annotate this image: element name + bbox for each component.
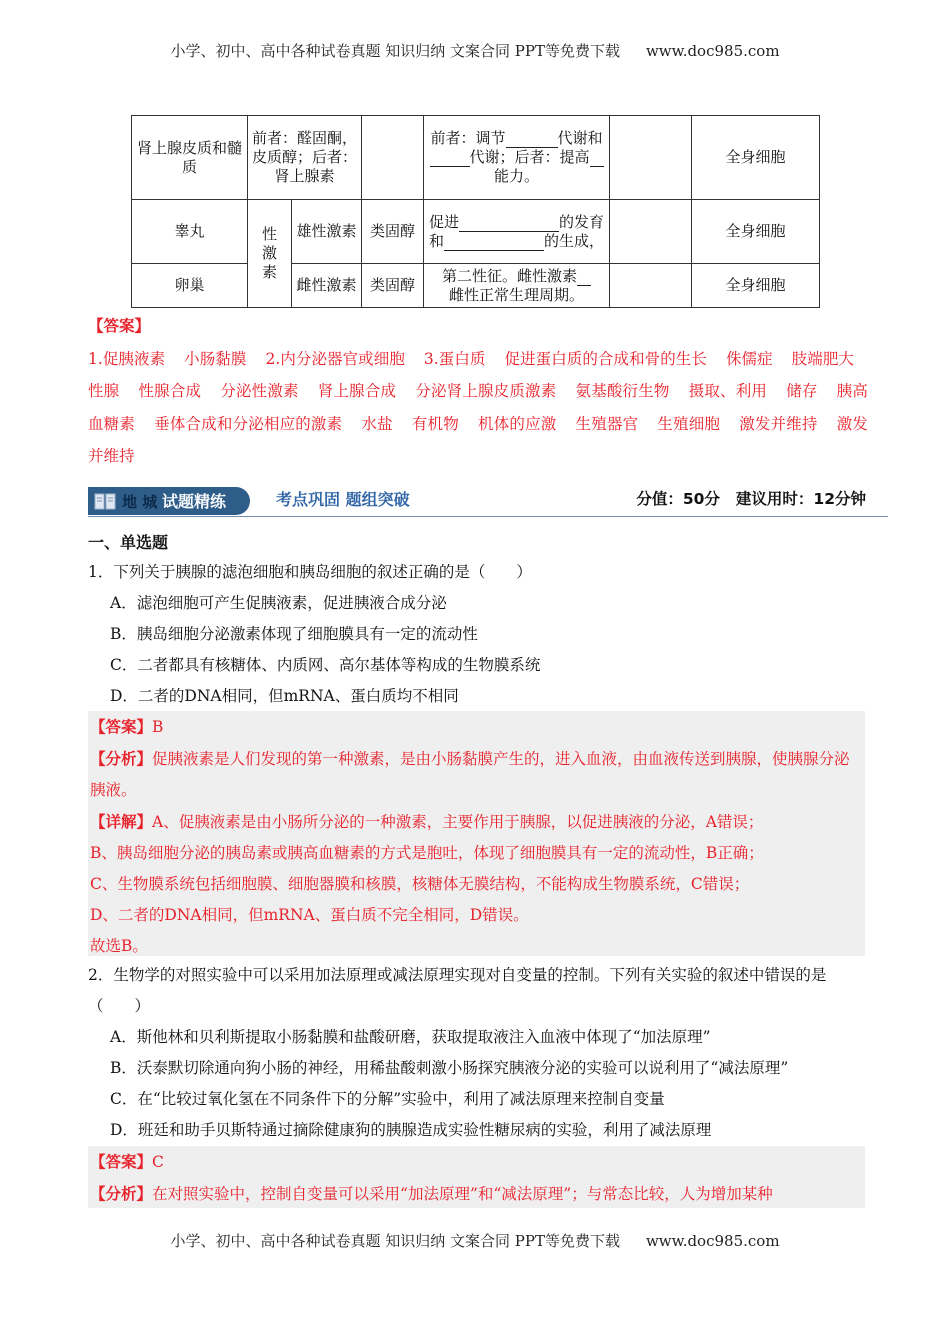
analysis-tag: 【分析】	[90, 1184, 153, 1203]
detail-line: C、生物膜系统包括细胞膜、细胞器膜和核膜，核糖体无膜结构，不能构成生物膜系统，C错误；	[90, 875, 750, 893]
question-stem: 1．下列关于胰腺的滤泡细胞和胰岛细胞的叙述正确的是（ ）	[88, 563, 532, 581]
question-2	[88, 960, 868, 1146]
option-b: B．沃泰默切除通向狗小肠的神经，用稀盐酸刺激小肠探究胰液分泌的实验可以说利用了“减法原理”	[110, 1059, 789, 1077]
fill-blank	[459, 216, 559, 232]
q1-solution	[88, 711, 865, 956]
analysis-tag: 【分析】	[90, 749, 153, 768]
table-cell-group: 性激素	[248, 200, 292, 308]
conclusion-line: 故选B。	[90, 937, 148, 955]
func-text: 能力。	[494, 167, 540, 185]
func-text: 代谢和	[557, 129, 603, 147]
option-c: C．二者都具有核糖体、内质网、高尔基体等构成的生物膜系统	[110, 656, 541, 674]
answer-term: 摄取、利用	[688, 382, 768, 400]
answer-term: 机体的应激	[478, 414, 557, 433]
table-cell-gland: 肾上腺皮质和髓质	[132, 116, 248, 200]
answer-term: 促进蛋白质的合成和骨的生长	[504, 349, 707, 368]
time-label: 建议用时：12分钟	[735, 490, 866, 508]
answer-term: 胰高血糖素	[88, 382, 868, 433]
answer-term: 生殖细胞	[657, 414, 721, 433]
answer-value: B	[152, 718, 164, 736]
detail-line	[90, 806, 865, 838]
answer-term: 垂体合成和分泌相应的激素	[154, 414, 343, 433]
option-c: C．在“比较过氧化氢在不同条件下的分解”实验中，利用了减法原理来控制自变量	[110, 1090, 665, 1108]
banner-meta	[636, 487, 866, 509]
header-text: 小学、初中、高中各种试卷真题 知识归纳 文案合同 PPT等免费下载	[170, 42, 620, 60]
table-cell-gland: 睾丸	[132, 200, 248, 264]
analysis-text: 促胰液素是人们发现的第一种激素，是由小肠黏膜产生的，进入血液，由血液传送到胰腺，使胰腺分泌胰液。	[90, 750, 850, 799]
analysis-line	[90, 1178, 865, 1210]
option-a: A．滤泡细胞可产生促胰液素，促进胰液合成分泌	[110, 594, 447, 612]
table-cell-function	[424, 200, 610, 264]
answer-term: 1.促胰液素	[88, 349, 166, 368]
fill-blank	[444, 235, 544, 251]
answer-term: 氨基酸衍生物	[575, 382, 670, 400]
banner-underline	[88, 516, 888, 517]
table-cell-empty	[610, 116, 692, 200]
func-text: 前者：调节	[430, 129, 506, 147]
table-cell-hormone: 雄性激素	[292, 200, 362, 264]
table-cell-nature: 类固醇	[362, 264, 424, 308]
answer-term: 水盐	[361, 414, 393, 433]
func-text: 的发育和	[429, 212, 605, 250]
answer-value: C	[152, 1153, 164, 1171]
answer-term: 3.蛋白质	[423, 349, 486, 368]
detail-text: A、促胰液素是由小肠所分泌的一种激素，主要作用于胰腺，以促进胰液的分泌，A错误；	[152, 813, 764, 831]
func-text: 代谢；后者：提高	[469, 148, 590, 166]
answer-term: 肢端肥大	[791, 349, 854, 368]
q2-solution	[88, 1146, 865, 1208]
answer-term: 侏儒症	[725, 349, 773, 368]
table-cell-hormone: 前者：醛固酮，皮质醇；后者：肾上腺素	[248, 116, 362, 200]
footer-text: 小学、初中、高中各种试卷真题 知识归纳 文案合同 PPT等免费下载	[170, 1232, 620, 1250]
table-row	[132, 200, 820, 264]
table-cell-gland: 卵巢	[132, 264, 248, 308]
score-label: 分值：50分	[636, 490, 720, 508]
hormone-table	[131, 115, 820, 308]
answer-tag: 【答案】	[90, 1152, 153, 1171]
answer-line	[90, 1146, 865, 1178]
analysis-text: 在对照实验中，控制自变量可以采用“加法原理”和“减法原理”；与常态比较，人为增加某种	[152, 1185, 773, 1203]
question-stem: 2．生物学的对照实验中可以采用加法原理或减法原理实现对自变量的控制。下列有关实验的叙述中错误的是（ ）	[88, 966, 827, 1015]
banner-title: 试题精练	[162, 492, 227, 511]
table-cell-hormone: 雌性激素	[292, 264, 362, 308]
analysis-line	[90, 743, 865, 806]
question-1	[88, 557, 868, 712]
table-cell-function	[424, 264, 610, 308]
book-icon	[94, 493, 116, 510]
header-site[interactable]: www.doc985.com	[645, 42, 780, 60]
table-cell-function	[424, 116, 610, 200]
func-text: 促进	[429, 212, 460, 231]
fill-blank	[577, 270, 591, 286]
func-text: 的生成，	[544, 231, 605, 250]
func-text: 雌性正常生理周期。	[449, 285, 585, 304]
answer-term: 肾上腺合成	[317, 382, 397, 400]
answer-term: 2.内分泌器官或细胞	[265, 349, 405, 368]
option-d: D．班廷和助手贝斯特通过摘除健康狗的胰腺造成实验性糖尿病的实验，利用了减法原理	[110, 1121, 712, 1139]
answer-term: 激发并维持	[739, 414, 818, 433]
answer-term: 有机物	[411, 414, 459, 433]
fill-blank	[590, 151, 604, 167]
answer-term: 性腺合成	[138, 382, 202, 400]
answer-terms	[88, 343, 868, 473]
table-row	[132, 264, 820, 308]
section-banner	[88, 483, 888, 519]
option-a: A．斯他林和贝利斯提取小肠黏膜和盐酸研磨，获取提取液注入血液中体现了“加法原理”	[110, 1028, 711, 1046]
table-cell-empty	[610, 264, 692, 308]
answer-term: 储存	[786, 382, 818, 400]
answer-term: 激发并维持	[88, 414, 868, 465]
section-title: 一、单选题	[88, 533, 169, 552]
answer-term: 分泌肾上腺皮质激素	[415, 382, 557, 400]
table-cell-target: 全身细胞	[692, 116, 820, 200]
answer-term: 生殖器官	[575, 414, 639, 433]
answer-term: 小肠黏膜	[184, 349, 247, 368]
detail-line: D、二者的DNA相同，但mRNA、蛋白质不完全相同，D错误。	[90, 906, 529, 924]
table-cell-target: 全身细胞	[692, 264, 820, 308]
fill-blank	[430, 151, 470, 167]
table-cell-target: 全身细胞	[692, 200, 820, 264]
answer-line	[90, 711, 865, 743]
table-cell-empty	[610, 200, 692, 264]
banner-subtitle: 考点巩固 题组突破	[276, 490, 410, 509]
func-text: 第二性征。雌性激素	[442, 266, 578, 285]
footer-site[interactable]: www.doc985.com	[645, 1232, 780, 1250]
banner-ghost-text: 地 城	[122, 493, 158, 511]
answer-term: 分泌性激素	[220, 382, 299, 400]
table-answer-block	[88, 310, 868, 473]
option-b: B．胰岛细胞分泌激素体现了细胞膜具有一定的流动性	[110, 625, 478, 643]
fill-blank	[506, 132, 558, 148]
table-row	[132, 116, 820, 200]
page-footer	[0, 1230, 950, 1251]
answer-tag: 【答案】	[88, 316, 151, 335]
answer-term: 性腺	[88, 382, 120, 400]
detail-line: B、胰岛细胞分泌的胰岛素或胰高血糖素的方式是胞吐，体现了细胞膜具有一定的流动性，B正确；	[90, 844, 764, 862]
option-d: D．二者的DNA相同，但mRNA、蛋白质均不相同	[110, 687, 459, 705]
table-cell-empty	[362, 116, 424, 200]
table-cell-nature: 类固醇	[362, 200, 424, 264]
page-header	[0, 40, 950, 61]
detail-tag: 【详解】	[90, 812, 153, 831]
answer-tag: 【答案】	[90, 717, 153, 736]
